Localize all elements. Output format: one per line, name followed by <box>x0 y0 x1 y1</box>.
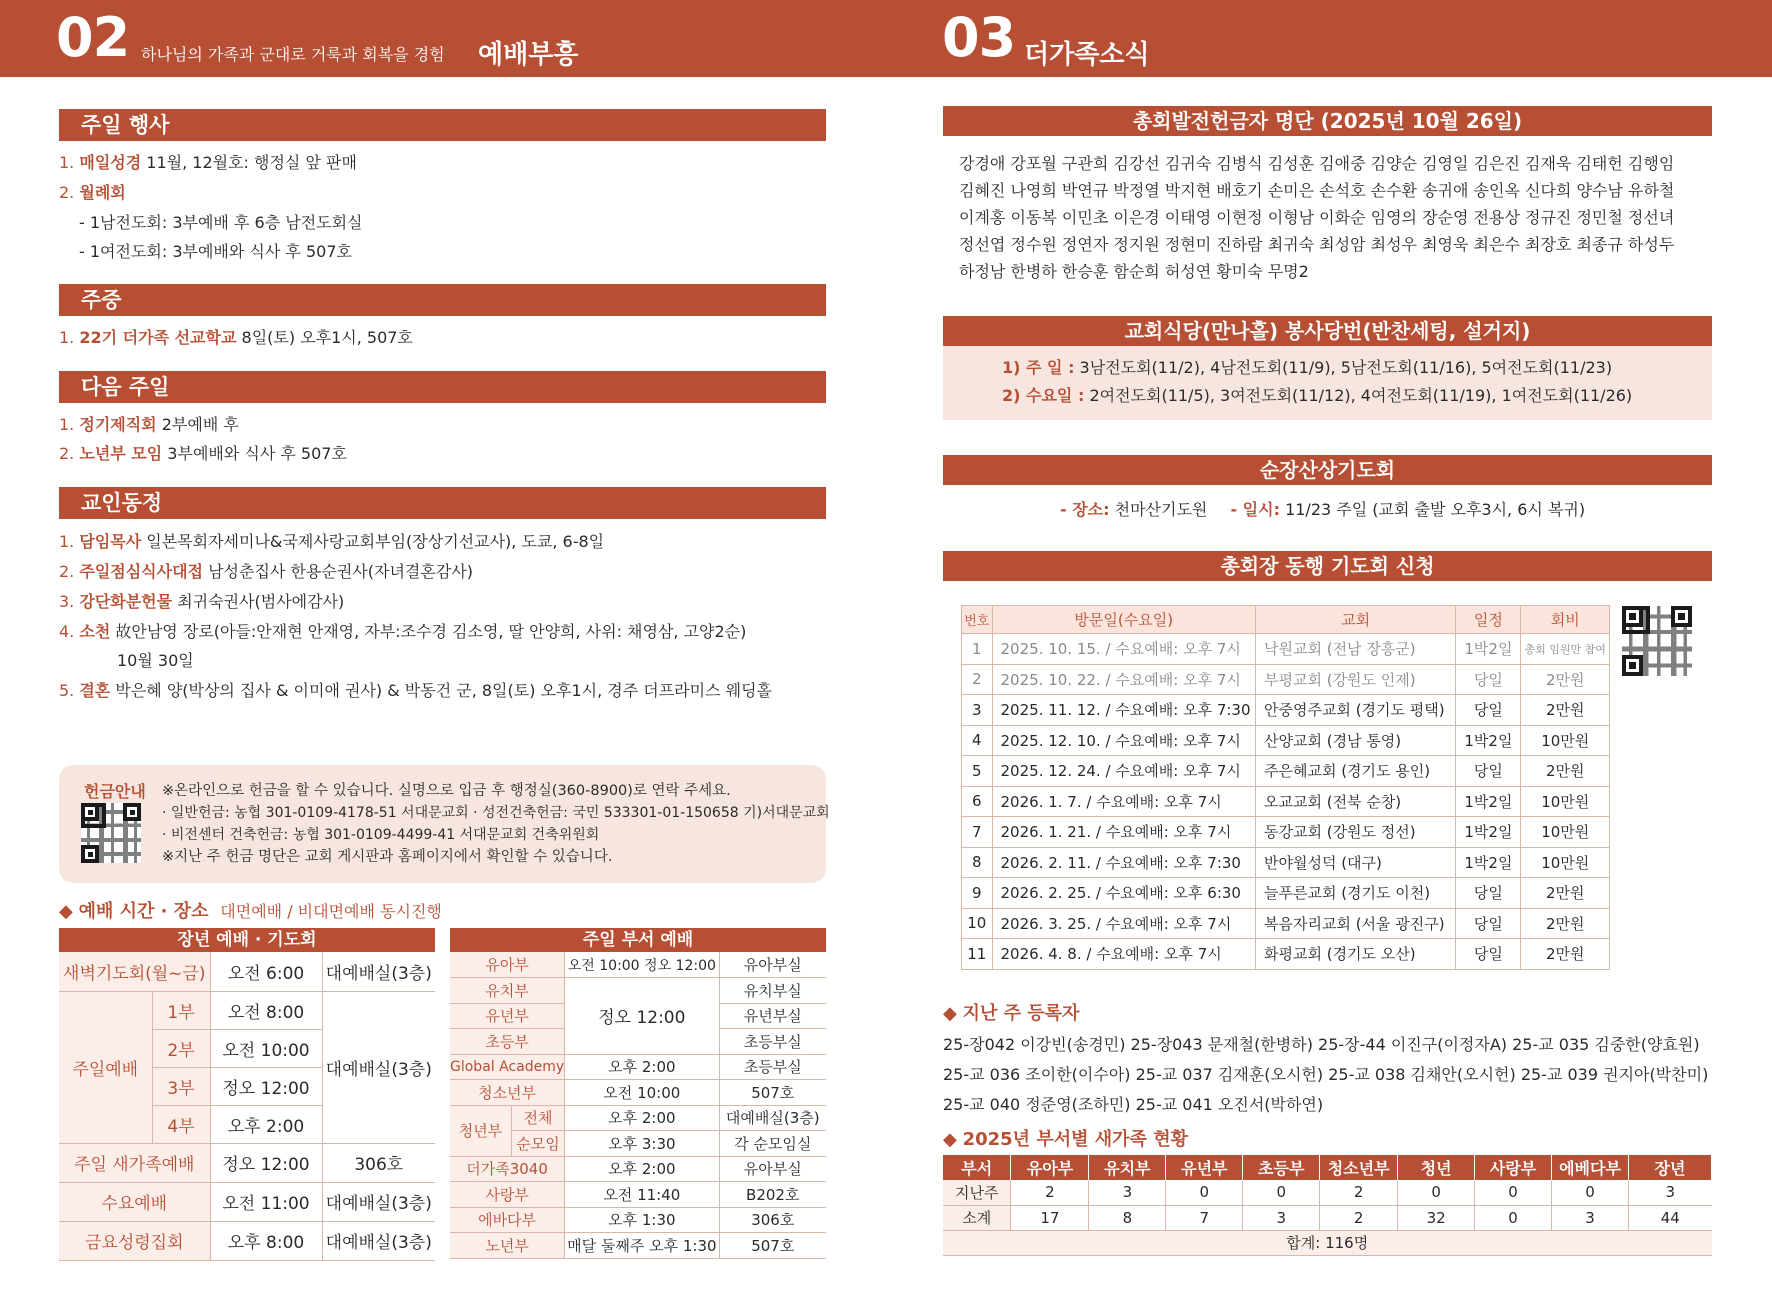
donors-line: 강경애 강포월 구관희 김강선 김귀숙 김병식 김성훈 김애중 김양순 김영일 김은진 김재욱 김태헌 김행임 <box>959 154 1675 173</box>
table-row: 주일예배 1부 오전 8:00 대예배실(3층) <box>59 991 435 1029</box>
donors-line: 하정남 한병하 한승훈 함순희 허성연 황미숙 무명2 <box>959 262 1309 281</box>
table-row: 소계 17 8 7 3 2 32 0 3 44 <box>943 1205 1712 1230</box>
list-item: 1. 22기 더가족 선교학교 8일(토) 오후1시, 507호 <box>59 328 413 347</box>
list-item: 2. 노년부 모임 3부예배와 식사 후 507호 <box>59 444 347 463</box>
table-row: 11 2026. 4. 8. / 수요예배: 오후 7시 화평교회 (경기도 오산) 당일 2만원 <box>962 939 1610 970</box>
table-row: 청소년부 오전 10:00 507호 <box>450 1080 826 1106</box>
offering-line: ※온라인으로 헌금을 할 수 있습니다. 실명으로 입금 후 행정실(360-8900)로 연락 주세요. <box>162 783 731 799</box>
cafeteria-header: 교회식당(만나홀) 봉사당번(반찬세팅, 설거지) <box>943 316 1712 346</box>
table-row: 사랑부 오전 11:40 B202호 <box>450 1182 826 1208</box>
visits-header: 총회장 동행 기도회 신청 <box>943 551 1712 581</box>
table-row: 에바다부 오후 1:30 306호 <box>450 1207 826 1233</box>
diamond-icon: ◆ <box>943 1003 957 1024</box>
page-number-left: 02 <box>56 6 130 69</box>
table-row: 초등부 초등부실 <box>450 1029 826 1055</box>
list-item: 1. 정기제직회 2부예배 후 <box>59 415 239 434</box>
visits-qr-code[interactable] <box>1622 606 1692 676</box>
table-row: 금요성령집회 오후 8:00 대예배실(3층) <box>59 1221 435 1260</box>
list-item: 1. 담임목사 일본목회자세미나&국제사랑교회부임(장상기선교사), 도쿄, 6-8일 <box>59 532 605 551</box>
cafeteria-row: 1) 주 일 : 3남전도회(11/2), 4남전도회(11/9), 5남전도회(11/16), 5여전도회(11/23) <box>1002 358 1613 377</box>
table-row: 9 2026. 2. 25. / 수요예배: 오후 6:30 늘푸른교회 (경기도 이천) 당일 2만원 <box>962 878 1610 909</box>
section-next-week: 다음 주일 <box>59 371 826 403</box>
offering-qr-code[interactable] <box>81 803 141 863</box>
table-row: 6 2026. 1. 7. / 수요예배: 오후 7시 오교교회 (전북 순창) 1박2일 10만원 <box>962 786 1610 817</box>
cafeteria-box <box>943 346 1712 420</box>
list-item: 4. 소천 故안남영 장로(아들:안재현 안재영, 자부:조수경 김소영, 딸 안양희, 사위: 채영삼, 고양2순) <box>59 622 747 641</box>
retreat-info: - 장소: 천마산기도원 - 일시: 11/23 주일 (교회 출발 오후3시, 6시 복귀) <box>1060 500 1586 519</box>
sub-item: - 1남전도회: 3부예배 후 6층 남전도회실 <box>79 213 363 232</box>
list-item: 5. 결혼 박은혜 양(박상의 집사 & 이미애 권사) & 박동건 군, 8일(토) 오후1시, 경주 더프라미스 웨딩홀 <box>59 681 772 700</box>
page-number-right: 03 <box>942 6 1016 69</box>
visits-table <box>961 605 1610 970</box>
section-sunday-events: 주일 행사 <box>59 109 826 141</box>
donors-line: 정선엽 정수원 정연자 정지원 정현미 진하람 최귀숙 최성암 최성우 최영욱 최은수 최장호 최종규 하성두 <box>959 235 1675 254</box>
table-row: 유치부 정오 12:00 유치부실 <box>450 978 826 1004</box>
table-row: 새벽기도회(월~금) 오전 6:00 대예배실(3층) <box>59 952 435 991</box>
diamond-icon: ◆ <box>943 1129 957 1150</box>
offering-box <box>59 765 830 883</box>
list-item: 2. 월례회 <box>59 183 126 202</box>
table-row: 순모임 오후 3:30 각 순모임실 <box>450 1131 826 1157</box>
header-bar <box>0 0 1772 77</box>
table-row: 유년부 유년부실 <box>450 1003 826 1029</box>
dept-worship-header: 주일 부서 예배 <box>450 928 826 952</box>
table-row: 수요예배 오전 11:00 대예배실(3층) <box>59 1182 435 1221</box>
table-row: 1 2025. 10. 15. / 수요예배: 오후 7시 낙원교회 (전남 장흥군) 1박2일 총회 임원만 참여 <box>962 634 1610 665</box>
table-row: 2부 오전 10:00 <box>59 1029 435 1067</box>
section-weekday: 주중 <box>59 284 826 316</box>
newfamily-stats-table <box>943 1155 1712 1256</box>
table-row: 더가족3040 오후 2:00 유아부실 <box>450 1156 826 1182</box>
table-row: 5 2025. 12. 24. / 수요예배: 오후 7시 주은혜교회 (경기도 용인) 당일 2만원 <box>962 756 1610 787</box>
donors-line: 김혜진 나영희 박연규 박정열 박지현 배호기 손미은 손석호 손수환 송귀애 송인옥 신다희 양수남 유하철 <box>959 181 1675 200</box>
table-row: 청년부 전체 오후 2:00 대예배실(3층) <box>450 1105 826 1131</box>
table-row: Global Academy 오후 2:00 초등부실 <box>450 1054 826 1080</box>
donors-header: 총회발전헌금자 명단 (2025년 10월 26일) <box>943 106 1712 136</box>
left-header-title: 예배부흥 <box>478 40 579 70</box>
offering-line: · 비전센터 건축헌금: 농협 301-0109-4499-41 서대문교회 건축위원회 <box>162 827 600 843</box>
list-item-continuation: 10월 30일 <box>117 651 194 670</box>
list-item: 1. 매일성경 11월, 12월호: 행정실 앞 판매 <box>59 153 357 172</box>
cafeteria-row: 2) 수요일 : 2여전도회(11/5), 3여전도회(11/12), 4여전도회(11/19), 1여전도회(11/26) <box>1002 386 1633 405</box>
right-header-title: 더가족소식 <box>1024 40 1150 70</box>
offering-line: ※지난 주 헌금 명단은 교회 게시판과 홈페이지에서 확인할 수 있습니다. <box>162 849 613 865</box>
donors-line: 이계홍 이동복 이민초 이은경 이태영 이현정 이형남 이화순 임영의 장순영 전용상 정규진 정민철 정선녀 <box>959 208 1675 227</box>
adult-worship-table <box>59 952 435 1261</box>
offering-label: 헌금안내 <box>84 782 146 801</box>
table-row: 2 2025. 10. 22. / 수요예배: 오후 7시 부평교회 (강원도 인제) 당일 2만원 <box>962 664 1610 695</box>
table-row: 유아부 오전 10:00 정오 12:00 유아부실 <box>450 952 826 978</box>
dept-worship-table <box>450 952 826 1259</box>
adult-worship-header: 장년 예배 · 기도회 <box>59 928 435 952</box>
table-row: 지난주 2 3 0 0 2 0 0 0 3 <box>943 1180 1712 1205</box>
list-item: 3. 강단화분헌물 최귀숙권사(범사에감사) <box>59 592 345 611</box>
table-row: 노년부 매달 둘째주 오후 1:30 507호 <box>450 1233 826 1259</box>
table-row: 8 2026. 2. 11. / 수요예배: 오후 7:30 반야월성덕 (대구) 1박2일 10만원 <box>962 847 1610 878</box>
registrants-line: 25-교 036 조이한(이수아) 25-교 037 김재훈(오시헌) 25-교 038 김채안(오시헌) 25-교 039 권지아(박찬미) <box>943 1065 1709 1084</box>
offering-line: · 일반헌금: 농협 301-0109-4178-51 서대문교회 · 성전건축헌금: 국민 533301-01-150658 기)서대문교회 <box>162 805 830 821</box>
table-row: 합계: 116명 <box>943 1230 1712 1255</box>
left-header-subtitle: 하나님의 가족과 군대로 거룩과 회복을 경험 <box>141 45 445 64</box>
table-row: 4부 오후 2:00 <box>59 1105 435 1143</box>
table-row: 7 2026. 1. 21. / 수요예배: 오후 7시 동강교회 (강원도 정선) 1박2일 10만원 <box>962 817 1610 848</box>
table-row: 10 2026. 3. 25. / 수요예배: 오후 7시 복음자리교회 (서울 광진구) 당일 2만원 <box>962 908 1610 939</box>
retreat-header: 순장산상기도회 <box>943 455 1712 485</box>
table-row: 4 2025. 12. 10. / 수요예배: 오후 7시 산양교회 (경남 통영) 1박2일 10만원 <box>962 725 1610 756</box>
table-header-row: 번호 방문일(수요일) 교회 일정 회비 <box>962 606 1610 634</box>
registrants-line: 25-교 040 정준영(조하민) 25-교 041 오진서(박하연) <box>943 1095 1324 1114</box>
table-row: 3 2025. 11. 12. / 수요예배: 오후 7:30 안중영주교회 (경기도 평택) 당일 2만원 <box>962 695 1610 726</box>
table-header-row: 부서 유아부 유치부 유년부 초등부 청소년부 청년 사랑부 에베다부 장년 <box>943 1155 1712 1180</box>
section-members: 교인동정 <box>59 487 826 519</box>
registrants-title: ◆ 지난 주 등록자 <box>943 1003 1080 1024</box>
table-row: 주일 새가족예배 정오 12:00 306호 <box>59 1143 435 1182</box>
list-item: 2. 주일점심식사대접 남성춘집사 한용순권사(자녀결혼감사) <box>59 562 473 581</box>
worship-title: ◆ 예배 시간 · 장소 대면예배 / 비대면예배 동시진행 <box>59 901 442 922</box>
stats-title: ◆ 2025년 부서별 새가족 현황 <box>943 1129 1188 1150</box>
diamond-icon: ◆ <box>59 901 73 922</box>
table-row: 3부 정오 12:00 <box>59 1067 435 1105</box>
sub-item: - 1여전도회: 3부예배와 식사 후 507호 <box>79 242 352 261</box>
registrants-line: 25-장042 이강빈(송경민) 25-장043 문재철(한병하) 25-장-44 이진구(이정자A) 25-교 035 김중한(양효원) <box>943 1035 1700 1054</box>
